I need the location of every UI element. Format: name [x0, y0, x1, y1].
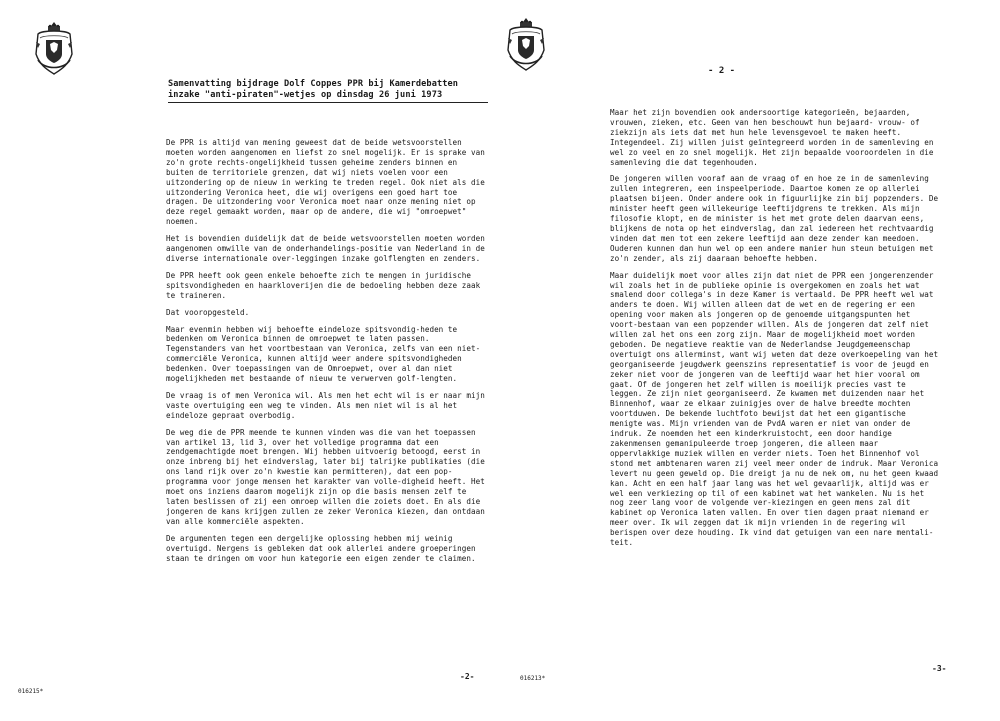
document-title [168, 79, 488, 101]
right-page [500, 0, 1000, 721]
title-line: inzake "anti-piraten"-wetjes op dinsdag 26 juni 1973 [168, 90, 443, 100]
document-code: 016215* [18, 688, 44, 695]
page-header-number: - 2 - [708, 66, 736, 76]
page-number: -2- [460, 672, 475, 681]
paragraph: De PPR heeft ook geen enkele behoefte zich te mengen in juridische spitsvondigheden en haarkloverijen die de bedoeling hebben deze zaak te traineren. [166, 270, 481, 300]
paragraph: Dat vooropgesteld. [166, 307, 250, 317]
paragraph: De weg die de PPR meende te kunnen vinden was die van het toepassen van artikel 13, lid 3, over het volledige programma dat een zendgemachtigde moet brengen. Wij hebben uitvoerig betoogd, eerst in onze inbreng bij het eindverslag, later bij talrijke publikaties (die ons land rijk over zo'n kwestie kan permitteren), dat een pop-programma voor jonge mensen het karakter van volle-digheid heeft. Het moet ons inziens daarom mogelijk zijn op die basis mensen zelf te laten beslissen of zij een omroep willen die zoiets doet. En als die jongeren de kans krijgen zullen ze zeker Veronica kiezen, dan ontdaan van alle kommerciële aspekten. [166, 427, 485, 526]
title-line: Samenvatting bijdrage Dolf Coppes PPR bij Kamerdebatten [168, 79, 459, 89]
paragraph: Het is bovendien duidelijk dat de beide wetsvoorstellen moeten worden aangenomen omwille van de onderhandelings-positie van Nederland in de diverse internationale over-leggingen inzake golflengten en zenders. [166, 234, 485, 263]
title-underline [168, 102, 488, 103]
paragraph: De jongeren willen vooraf aan de vraag of en hoe ze in de samenleving zullen integreren, een inspeelperiode. Daartoe komen ze op allerlei plaatsen bijeen. Onder andere ook in figuurlijke zin bij popzenders. De minister heeft geen willekeurige leeftijdgrens te trekken. Als mijn filosofie klopt, en de minister is het met grote delen daarvan eens, blijkens de nota op het eindverslag, dan zal iedereen het rechtvaardig vinden dat men tot een zekere leeftijd aan deze zender kan meedoen. Ouderen kunnen dan hun wel op een andere manier hun steun betuigen met zo'n zender, als zij daaraan behoefte hebben. [610, 174, 939, 263]
royal-crest-icon [504, 16, 548, 72]
paragraph: Maar evenmin hebben wij behoefte eindeloze spitsvondig-heden te bedenken om Veronica binnen de omroepwet te laten passen. Tegenstanders van het voortbestaan van Veronica, zelfs van een niet-commerciële Veronica, kunnen altijd weer andere spitsvondigheden bedenken. Over toepassingen van de Omroepwet, over al dan niet mogelijkheden met bestaande of nieuw te verwerven golf-lengten. [166, 324, 481, 384]
paragraph: De argumenten tegen een dergelijke oplossing hebben mij weinig overtuigd. Nergens is gebleken dat ook allerlei andere groeperingen staan te dringen om voor hun kategorie een eigen zender te claimen. [166, 533, 476, 563]
left-body-text [166, 138, 488, 570]
paragraph: De vraag is of men Veronica wil. Als men het echt wil is er naar mijn vaste overtuiging een weg te vinden. Als men niet wil is al het eindeloze gepraat overbodig. [166, 390, 485, 420]
document-code: 016213* [520, 675, 546, 682]
paragraph: De PPR is altijd van mening geweest dat de beide wetsvoorstellen moeten worden aangenomen en liefst zo snel mogelijk. Er is sprake van zo'n grote rechts-ongelijkheid tussen geheime zenders binnen en buiten de territoriele grenzen, dat wij niets voelen voor een uitzondering op de nieuw in werking te treden regel. Ook niet als die uitzondering Veronica heet, die wij overigens een goed hart toe dragen. De uitzondering voor Veronica moet naar onze mening niet op deze regel gemaakt worden, maar op de andere, die wij "omroepwet" noemen. [166, 138, 485, 227]
right-body-text [610, 108, 940, 555]
royal-crest-icon [32, 20, 76, 76]
paragraph: Maar het zijn bovendien ook andersoortige kategorieën, bejaarden, vrouwen, zieken, etc. Geen van hen beschouwt hun bejaard- vrouw- of ziekzijn als iets dat met hun hele levensgevoel te maken heeft. Integendeel. Zij willen juist geïntegreerd worden in de samenleving en wel zo veel en zo snel mogelijk. Het zijn bepaalde vooroordelen in die samenleving die dat tegenhouden. [610, 108, 934, 167]
page-number: -3- [932, 664, 947, 673]
paragraph: Maar duidelijk moet voor alles zijn dat niet de PPR een jongerenzender wil zoals het in de publieke opinie is overgekomen en zoals het wat smalend door collega's in deze Kamer is vertaald. De PPR heeft wel wat anders te doen. Wij willen alleen dat de wet en de regering er een opening voor maken als jongeren op de genoemde uitgangspunten het voort-bestaan van een popzender willen. Als de jongeren dat zelf niet willen zal het ons een zorg zijn. Maar de mogelijkheid moet worden geboden. De negatieve reaktie van de Nederlandse Jeugdgemeenschap overtuigt ons allerminst, want wij weten dat deze overkoepeling van het georganiseerde jeugdwerk geenszins representatief is voor de jeugd en zeker niet voor de jongeren van de leeftijd waar het hier vooral om gaat. Of de jongeren het zelf willen is moeilijk precies vast te leggen. Ze zijn niet georganiseerd. Ze kwamen met duizenden naar het Binnenhof, waar ze elkaar zuinigjes over de halve breedte mochten voortduwen. De bekende luchtfoto bewijst dat het een gigantische menigte was. Mijn vrienden van de PvdA waren er niet van onder de indruk. Ze noemden het een kinderkruistocht, een door handige zakenmensen gemanipuleerde troep jongeren, die alleen maar oppervlakkige muziek willen en verder niets. Toen het Binnenhof vol stond met ambtenaren waren zij veel meer onder de indruk. Maar Veronica levert nu geen geweld op. Die dreigt ja nu de nek om, nu het geen kwaad kan. Acht en een half jaar lang was het wel gevaarlijk, altijd was er wel een verkiezing op til of een kabinet wat het wankelen. Nu is het nog zeer lang voor de volgende ver-kiezingen en geen mens zal dit kabinet op Veronica laten vallen. En over tien dagen praat niemand er meer over. Ik wil zeggen dat ik mijn vrienden in de regering wil berispen over deze houding. Ik vind dat getuigen van een nare mentali-teit. [610, 270, 939, 548]
